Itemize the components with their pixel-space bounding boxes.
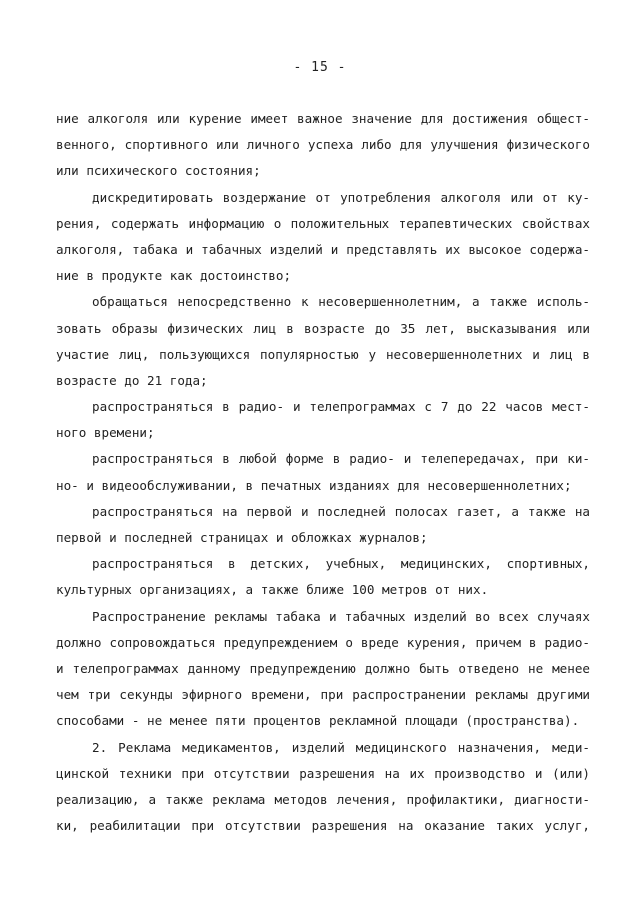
paragraph [56,394,590,446]
text-line: реализацию, а также реклама методов лечения, профилактики, диагности- [56,791,590,807]
text-line: но- и видеообслуживании, в печатных изданиях для несовершеннолетних; [56,477,572,493]
document-body [56,106,590,839]
text-line: распространяться на первой и последней полосах газет, а также на [92,503,590,519]
paragraph [56,289,590,394]
text-line: ки, реабилитации при отсутствии разрешения на оказание таких услуг, [56,818,590,834]
text-line: распространяться в радио- и телепрограммах с 7 до 22 часов мест- [92,399,590,415]
text-line: Распространение рекламы табака и табачных изделий во всех случаях [92,608,590,624]
text-line: обращаться непосредственно к несовершеннолетним, а также исполь- [92,294,590,310]
text-line: культурных организациях, а также ближе 100 метров от них. [56,582,489,598]
paragraph [56,735,590,840]
text-line: первой и последней страницах и обложках журналов; [56,530,428,545]
text-line: возрасте до 21 года; [56,372,208,388]
text-line: дискредитировать воздержание от употребления алкоголя или от ку- [92,189,590,205]
page-number: - 15 - [293,60,347,75]
text-line: ние в продукте как достоинство; [56,268,292,284]
text-line: ние алкоголя или курение имеет важное значение для достижения общест- [56,111,590,126]
paragraph [56,499,590,551]
paragraph [56,551,590,603]
text-line: 2. Реклама медикаментов, изделий медицинского назначения, меди- [92,739,590,755]
text-line: распространяться в любой форме в радио- и телепередачах, при ки- [92,451,590,467]
text-line: ного времени; [56,425,155,441]
text-line: распространяться в детских, учебных, медицинских, спортивных, [92,556,590,572]
text-line: цинской техники при отсутствии разрешения на их производство и (или) [56,765,590,781]
text-line: алкоголя, табака и табачных изделий и представлять их высокое содержа- [56,241,590,257]
text-line: или психического состояния; [56,163,261,179]
paragraph [56,106,590,185]
paragraph [56,185,590,290]
text-line: рения, содержать информацию о положительных терапевтических свойствах [56,215,590,231]
text-line: способами - не менее пяти процентов рекламной площади (пространства). [56,713,580,729]
paragraph [56,604,590,735]
text-line: венного, спортивного или личного успеха либо для улучшения физического [56,137,590,153]
paragraph [56,446,590,498]
text-line: зовать образы физических лиц в возрасте до 35 лет, высказывания или [56,320,590,336]
text-line: участие лиц, пользующихся популярностью у несовершеннолетних и лиц в [56,346,590,362]
text-line: должно сопровождаться предупреждением о вреде курения, причем в радио- [56,634,590,650]
text-line: чем три секунды эфирного времени, при распространении рекламы другими [56,687,590,703]
text-line: и телепрограммах данному предупреждению должно быть отведено не менее [56,660,590,676]
